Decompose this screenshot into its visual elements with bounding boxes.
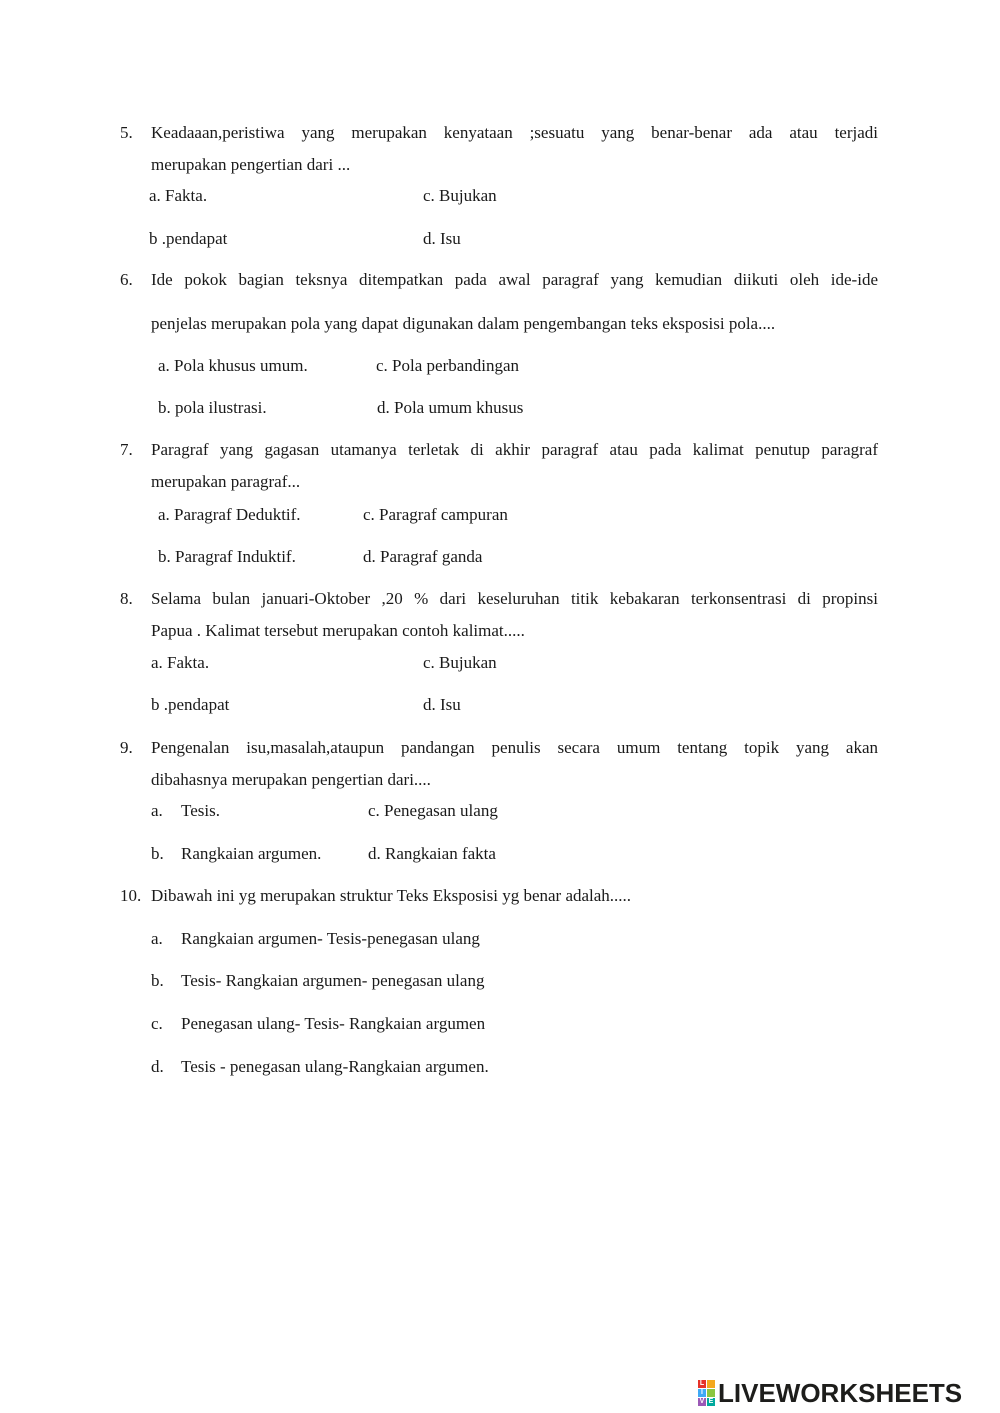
option-a[interactable]: a. Paragraf Deduktif. (158, 505, 301, 524)
option-d[interactable]: d. Isu (423, 695, 461, 714)
liveworksheets-logo (698, 1378, 962, 1408)
option-c[interactable]: Penegasan ulang- Tesis- Rangkaian argumen (181, 1014, 486, 1033)
option-c-letter: c. (151, 1014, 163, 1033)
question-text-line1: Dibawah ini yg merupakan struktur Teks Eksposisi yg benar adalah..... (151, 886, 632, 905)
option-a-letter: a. (151, 801, 163, 820)
option-c[interactable]: c. Bujukan (423, 186, 497, 205)
option-d[interactable]: Tesis - penegasan ulang-Rangkaian argumen. (181, 1057, 489, 1076)
logo-cell: E (708, 1398, 714, 1405)
option-d[interactable]: d. Isu (423, 229, 461, 248)
option-c[interactable]: c. Pola perbandingan (376, 356, 520, 375)
question-number: 7. (120, 440, 133, 459)
option-d[interactable]: d. Rangkaian fakta (368, 844, 496, 863)
option-b[interactable]: b .pendapat (149, 229, 228, 248)
option-d[interactable]: d. Pola umum khusus (377, 398, 524, 417)
option-b[interactable]: Tesis- Rangkaian argumen- penegasan ulang (181, 971, 485, 990)
option-d[interactable]: d. Paragraf ganda (363, 547, 483, 566)
question-text-line1: Selama bulan januari-Oktober ,20 % dari keseluruhan titik kebakaran terkonsentrasi di propinsi (151, 589, 878, 608)
question-number: 8. (120, 589, 133, 608)
question-text-line1: Paragraf yang gagasan utamanya terletak di akhir paragraf atau pada kalimat penutup paragraf (151, 440, 878, 459)
logo-text: LIVEWORKSHEETS (718, 1377, 963, 1408)
question-text-line2: Papua . Kalimat tersebut merupakan contoh kalimat..... (151, 621, 525, 640)
option-a[interactable]: Rangkaian argumen- Tesis-penegasan ulang (181, 929, 480, 948)
option-a[interactable]: a. Fakta. (151, 653, 210, 672)
option-a[interactable]: a. Pola khusus umum. (158, 356, 308, 375)
question-text-line2: merupakan pengertian dari ... (151, 155, 351, 174)
question-text-line2: penjelas merupakan pola yang dapat digunakan dalam pengembangan teks eksposisi pola.... (151, 314, 776, 333)
logo-cell: V (699, 1398, 705, 1405)
option-b[interactable]: b. pola ilustrasi. (158, 398, 267, 417)
option-c[interactable]: c. Bujukan (423, 653, 497, 672)
option-c[interactable]: c. Paragraf campuran (363, 505, 508, 524)
option-b-letter: b. (151, 971, 164, 990)
option-b[interactable]: Rangkaian argumen. (181, 844, 322, 863)
question-text-line1: Pengenalan isu,masalah,ataupun pandangan penulis secara umum tentang topik yang akan (151, 738, 878, 757)
logo-cell (707, 1380, 715, 1388)
question-text-line2: merupakan paragraf... (151, 472, 301, 491)
option-d-letter: d. (151, 1057, 164, 1076)
option-a-letter: a. (151, 929, 163, 948)
option-a[interactable]: a. Fakta. (149, 186, 208, 205)
logo-cell: I (698, 1389, 706, 1397)
option-b-letter: b. (151, 844, 164, 863)
question-number: 9. (120, 738, 133, 757)
logo-grid-icon (698, 1380, 715, 1406)
question-text-line1: Keadaaan,peristiwa yang merupakan kenyataan ;sesuatu yang benar-benar ada atau terjadi (151, 123, 878, 142)
logo-cell: L (699, 1380, 705, 1387)
question-number: 6. (120, 270, 133, 289)
option-a[interactable]: Tesis. (181, 801, 220, 820)
question-text-line1: Ide pokok bagian teksnya ditempatkan pada awal paragraf yang kemudian diikuti oleh ide-ide (151, 270, 878, 289)
question-number: 5. (120, 123, 133, 142)
logo-cell (707, 1389, 715, 1397)
question-text-line2: dibahasnya merupakan pengertian dari.... (151, 770, 431, 789)
option-b[interactable]: b. Paragraf Induktif. (158, 547, 296, 566)
option-c[interactable]: c. Penegasan ulang (368, 801, 498, 820)
question-number: 10. (120, 886, 142, 905)
option-b[interactable]: b .pendapat (151, 695, 230, 714)
